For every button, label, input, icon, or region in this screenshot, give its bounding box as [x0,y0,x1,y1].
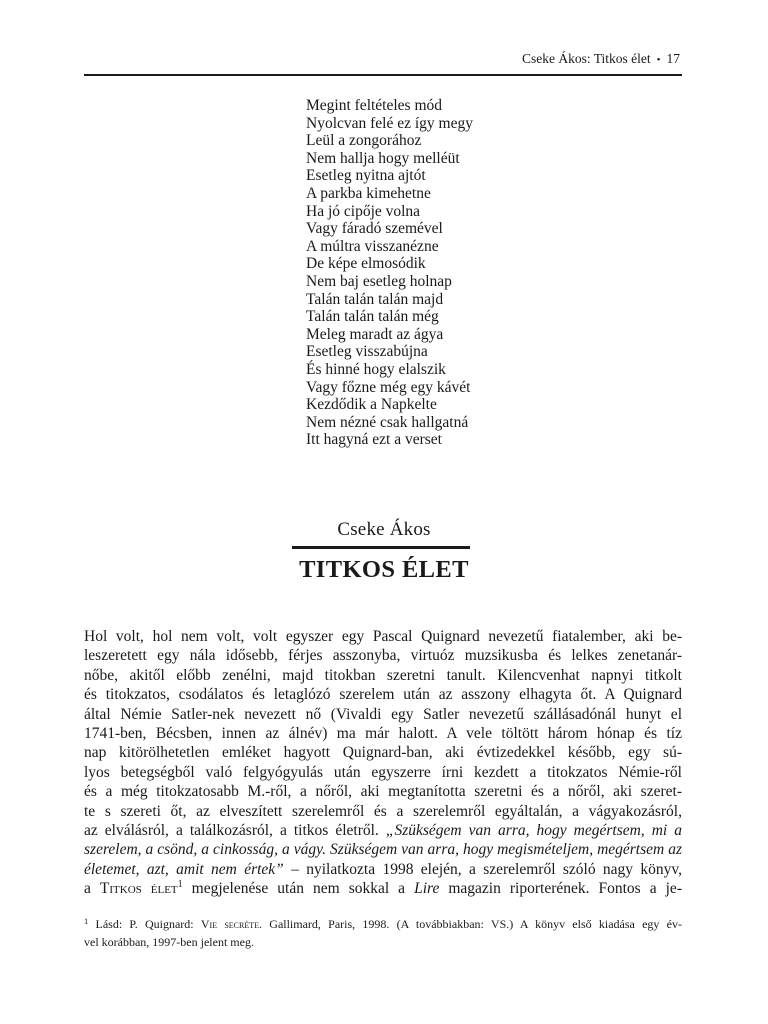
poem-line: Nem nézné csak hallgatná [306,413,469,431]
body-line: Hol volt, hol nem volt, volt egyszer egy Pascal Quignard nevezetű fiatalember, aki be- [84,628,682,645]
poem-line: Nyolcvan felé ez így megy [306,114,473,132]
poem-line: Kezdődik a Napkelte [306,396,437,414]
footnote-text: . Gallimard, Paris, 1998. (A továbbiakban: VS.) A könyv első kiadása egy év- [259,917,682,931]
poem [306,97,473,449]
poem-line: Nem baj esetleg holnap [306,272,452,290]
footnote-line: vel korábban, 1997-ben jelent meg. [84,934,254,949]
body-line: nap kitörölhetetlen emléket hagyott Quignard-ban, aki évtizedekkel később, egy sú- [84,744,682,762]
body-text-run: megjelenése után nem sokkal a [182,880,415,898]
body-line: lyos betegségből való felgyógyulás után egyszerre írni kezdett a titokzatos Némie-ről [84,763,682,781]
body-line: leszeretett egy nála idősebb, férjes asszonyba, virtuóz muzsikusba és lelkes zenetanár- [84,647,682,665]
poem-line: Ha jó cipője volna [306,202,421,220]
poem-line: A múltra visszanézne [306,237,439,255]
article-body [84,627,682,899]
quote-text: szerelem, a csönd, a cinkosság, a vágy. Szükségem van arra, hogy megismételjem, megértsem az [84,841,682,859]
body-line [84,840,682,859]
footnote [84,916,682,951]
footnote-text: Lásd: P. Quignard: [88,917,201,931]
body-line [84,879,682,898]
book-title: Titkos élet [99,880,178,898]
body-text-run: magazin riporterének. Fontos a je- [439,880,682,898]
poem-line: Nem hallja hogy melléüt [306,149,460,167]
magazine-title: Lire [414,880,440,898]
footnote-book-title: Vie secrète [200,917,260,931]
poem-line: Leül a zongorához [306,132,422,150]
poem-line: És hinné hogy elalszik [306,360,446,378]
poem-line: Vagy főzne még egy kávét [306,378,471,396]
running-head-bullet: • [656,54,661,66]
poem-line: Talán talán talán még [306,308,439,326]
poem-line: Talán talán talán majd [306,290,444,308]
body-line: 1741-ben, Bécsben, innen az álnév) ma már halott. A vele töltött három hónap és tíz [84,725,682,743]
footnote-ref[interactable]: 1 [177,879,183,891]
article-title: TITKOS ÉLET [299,556,469,583]
poem-line: Itt hagyná ezt a verset [306,431,442,449]
article-author: Cseke Ákos [337,519,431,540]
body-line: nőbe, akitől előbb zenélni, majd titokban szeretni tanult. Kilencvenhat napnyi titkolt [84,666,682,684]
running-head-title: Cseke Ákos: Titkos élet [522,51,651,66]
body-text-run: az elválásról, a találkozásról, a titkos életről. [84,822,386,840]
poem-line: Meleg maradt az ágya [306,325,444,343]
body-line: és titokzatos, csodálatos és letaglózó szerelem után az asszony elhagyta őt. A Quignard [84,686,682,704]
quote-text: életemet, azt, amit nem értek” [84,860,284,878]
poem-line: Esetleg visszabújna [306,343,428,361]
body-line [84,821,682,840]
body-line [84,860,682,879]
poem-line: De képe elmosódik [306,255,426,273]
body-line: és a még titokzatosabb M.-ről, a nőről, aki megtanította szeretni és a nőről, aki szeret- [84,783,682,801]
title-rule [292,546,470,549]
header-rule [84,74,682,76]
body-text-run: a [84,880,100,898]
footnote-number: 1 [84,916,89,926]
poem-line: Megint feltételes mód [306,97,443,114]
body-line: te s szereti őt, az elveszített szerelemről és a szerelemről egyáltalán, a vágyakozásról, [84,802,682,820]
body-text-run: – nyilatkozta 1998 elején, a szerelemről szóló nagy könyv, [283,860,682,878]
body-line: által Némie Satler-nek nevezett nő (Vivaldi egy Satler nevezetű szállásadónál hunyt el [84,705,682,723]
quote-text: „Szükségem van arra, hogy megértsem, mi a [385,822,682,840]
footnote-line [84,916,682,934]
poem-line: Esetleg nyitna ajtót [306,167,426,185]
running-head [522,50,680,69]
poem-line: A parkba kimehetne [306,184,431,202]
page-number: 17 [666,51,680,66]
poem-line: Vagy fáradó szemével [306,220,443,238]
